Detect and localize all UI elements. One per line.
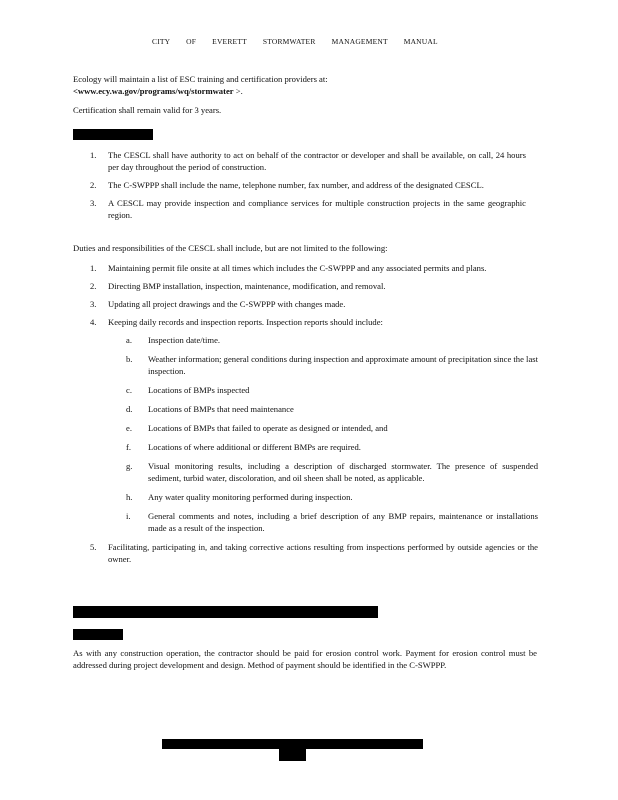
item-letter: d. [126,404,133,414]
validity-text: Certification shall remain valid for 3 years. [73,105,222,115]
item-number: 4. [90,317,97,327]
item-letter: f. [126,442,132,452]
providers-text: Ecology will maintain a list of ESC training and certification providers at: [73,74,328,84]
item-letter: i. [126,511,131,521]
sub-list-item [126,403,538,415]
inspection-report-items [108,334,538,534]
duties-intro: Duties and responsibilities of the CESCL shall include, but are not limited to the following: [73,243,388,253]
providers-paragraph [73,73,543,97]
item-number: 2. [90,281,97,291]
list-item [90,197,526,221]
sub-item-text: Locations of BMPs that failed to operate as designed or intended, and [148,423,388,433]
providers-link-end: >. [235,86,243,96]
sub-list-item [126,334,538,346]
item-letter: g. [126,461,133,471]
payment-paragraph: As with any construction operation, the contractor should be paid for erosion control work. Payment for erosion control must be addressed during project development and design. Method of payment should be identified in the C-SWPPP. [73,648,537,670]
list-item [90,262,538,274]
sub-list-item [126,460,538,484]
sub-item-text: Any water quality monitoring performed during inspection. [148,492,353,502]
item-text: A CESCL may provide inspection and compliance services for multiple construction projects in the same geographic region. [108,198,526,220]
item-letter: c. [126,385,132,395]
list-item [90,316,538,534]
running-header: CITY OF EVERETT STORMWATER MANAGEMENT MANUAL [152,37,438,46]
sub-item-text: Locations of where additional or different BMPs are required. [148,442,361,452]
list-item [90,541,538,565]
list-item [90,149,526,173]
item-letter: e. [126,423,132,433]
sub-list-item [126,422,538,434]
redacted-subheading [73,629,123,640]
sub-list-item [126,510,538,534]
item-text: Maintaining permit file onsite at all times which includes the C-SWPPP and any associated permits and plans. [108,263,487,273]
sub-list-item [126,441,538,453]
sub-list-item [126,491,538,503]
item-number: 1. [90,263,97,273]
item-letter: a. [126,335,132,345]
item-number: 2. [90,180,97,190]
redacted-heading [73,129,153,140]
item-number: 3. [90,198,97,208]
sub-list-item [126,384,538,396]
item-letter: b. [126,354,133,364]
item-number: 3. [90,299,97,309]
cescl-requirements-list [90,149,526,227]
list-item [90,280,538,292]
item-number: 1. [90,150,97,160]
sub-item-text: Weather information; general conditions during inspection and approximate amount of precipitation since the last inspection. [148,354,538,376]
item-text: Keeping daily records and inspection reports. Inspection reports should include: [108,317,383,327]
item-number: 5. [90,542,97,552]
providers-link[interactable]: <www.ecy.wa.gov/programs/wq/stormwater [73,86,234,96]
redacted-footer [162,739,423,749]
redacted-section-title [73,606,378,618]
redacted-page-number [279,749,306,761]
list-item [90,298,538,310]
item-text: Facilitating, participating in, and taking corrective actions resulting from inspections performed by outside agencies or the owner. [108,542,538,564]
sub-item-text: Locations of BMPs inspected [148,385,250,395]
sub-item-text: Locations of BMPs that need maintenance [148,404,294,414]
item-letter: h. [126,492,133,502]
sub-item-text: General comments and notes, including a brief description of any BMP repairs, maintenance or installations made as a result of the inspection. [148,511,538,533]
list-item [90,179,526,191]
item-text: The C-SWPPP shall include the name, telephone number, fax number, and address of the designated CESCL. [108,180,484,190]
item-text: Directing BMP installation, inspection, maintenance, modification, and removal. [108,281,386,291]
sub-item-text: Inspection date/time. [148,335,221,345]
item-text: Updating all project drawings and the C-SWPPP with changes made. [108,299,346,309]
sub-list-item [126,353,538,377]
item-text: The CESCL shall have authority to act on behalf of the contractor or developer and shall be available, on call, 24 hours per day throughout the period of construction. [108,150,526,172]
sub-item-text: Visual monitoring results, including a description of discharged stormwater. The presence of suspended sediment, turbid water, discoloration, and oil sheen shall be noted, as applicable. [148,461,538,483]
duties-list [90,262,538,571]
